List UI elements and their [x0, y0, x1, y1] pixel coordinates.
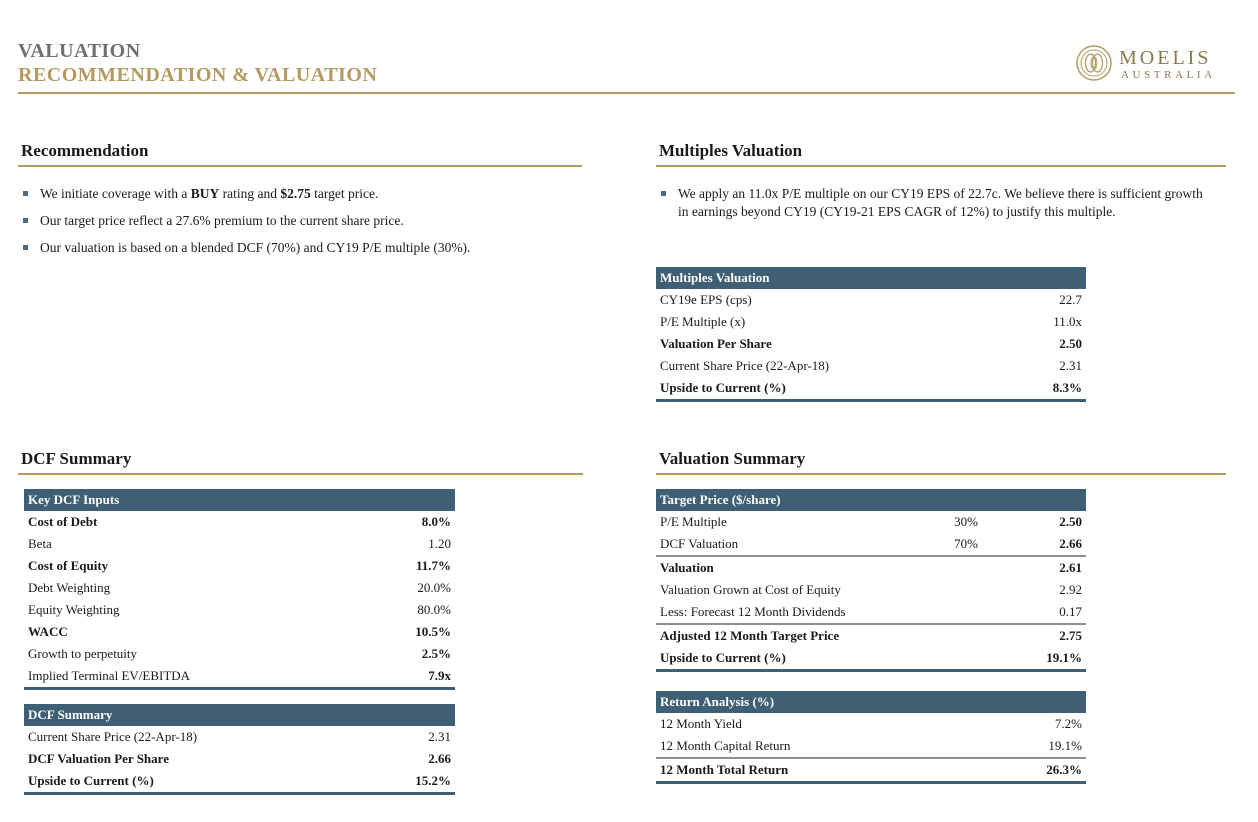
table-row: CY19e EPS (cps) 22.7 [660, 292, 1082, 307]
moelis-logo-mark-icon [1075, 44, 1113, 82]
recommendation-bullets [20, 185, 580, 257]
bullet-item: We initiate coverage with a BUY rating and $2.75 target price. [20, 185, 580, 203]
table-row: Adjusted 12 Month Target Price 2.75 [660, 628, 1082, 643]
logo-name: MOELIS [1119, 47, 1212, 69]
table-row: Debt Weighting 20.0% [28, 580, 451, 595]
table-row: Cost of Debt 8.0% [28, 514, 451, 529]
table-row: Cost of Equity 11.7% [28, 558, 451, 573]
table-row: DCF Valuation 70% 2.66 [656, 533, 1086, 556]
table-row: Upside to Current (%) 8.3% [656, 377, 1086, 401]
table-row: Current Share Price (22-Apr-18) 2.31 [660, 358, 1082, 373]
target-price-table [656, 489, 1086, 672]
return-analysis-table [656, 691, 1086, 784]
multiples-section-title: Multiples Valuation [656, 141, 1226, 167]
table-row: Growth to perpetuity 2.5% [28, 646, 451, 661]
table-row: WACC 10.5% [28, 624, 451, 639]
table-row: Upside to Current (%) 19.1% [656, 647, 1086, 671]
table-row: DCF Valuation Per Share 2.66 [28, 751, 451, 766]
table-row: Valuation Grown at Cost of Equity 2.92 [660, 582, 1082, 597]
table-row: Less: Forecast 12 Month Dividends 0.17 [656, 601, 1086, 624]
table-row: Equity Weighting 80.0% [28, 602, 451, 617]
key-dcf-inputs-table [24, 489, 455, 690]
table-row: 12 Month Yield 7.2% [660, 716, 1082, 731]
table-row: Current Share Price (22-Apr-18) 2.31 [28, 729, 451, 744]
table-row: Implied Terminal EV/EBITDA 7.9x [24, 665, 455, 689]
bullet-item: Our valuation is based on a blended DCF (70%) and CY19 P/E multiple (30%). [20, 239, 580, 257]
table-header: Key DCF Inputs [24, 489, 455, 511]
valuation-summary-section-title: Valuation Summary [656, 449, 1226, 475]
table-row: Beta 1.20 [28, 536, 451, 551]
table-header: Return Analysis (%) [656, 691, 1086, 713]
table-row: Valuation 2.61 [660, 560, 1082, 575]
logo-subtitle: AUSTRALIA [1121, 69, 1216, 81]
table-row: Valuation Per Share 2.50 [660, 336, 1082, 351]
dcf-section-title: DCF Summary [18, 449, 583, 475]
page-subtitle: RECOMMENDATION & VALUATION [18, 64, 378, 86]
table-row: 12 Month Total Return 26.3% [656, 758, 1086, 783]
table-row: P/E Multiple 30% 2.50 [660, 514, 1082, 529]
moelis-logo [1075, 43, 1235, 85]
table-header: Multiples Valuation [656, 267, 1086, 289]
page-title: VALUATION [18, 40, 141, 62]
multiples-bullets [658, 185, 1208, 221]
bullet-item: We apply an 11.0x P/E multiple on our CY19 EPS of 22.7c. We believe there is sufficient growth in earnings beyond CY19 (CY19-21 EPS CAGR of 12%) to justify this multiple. [658, 185, 1208, 221]
multiples-valuation-table [656, 267, 1086, 402]
page-header [18, 40, 1235, 94]
table-header: Target Price ($/share) [656, 489, 1086, 511]
table-header: DCF Summary [24, 704, 455, 726]
table-row: Upside to Current (%) 15.2% [24, 770, 455, 794]
recommendation-section-title: Recommendation [18, 141, 582, 167]
table-row: 12 Month Capital Return 19.1% [656, 735, 1086, 758]
bullet-item: Our target price reflect a 27.6% premium to the current share price. [20, 212, 580, 230]
table-row: P/E Multiple (x) 11.0x [660, 314, 1082, 329]
dcf-summary-table [24, 704, 455, 795]
